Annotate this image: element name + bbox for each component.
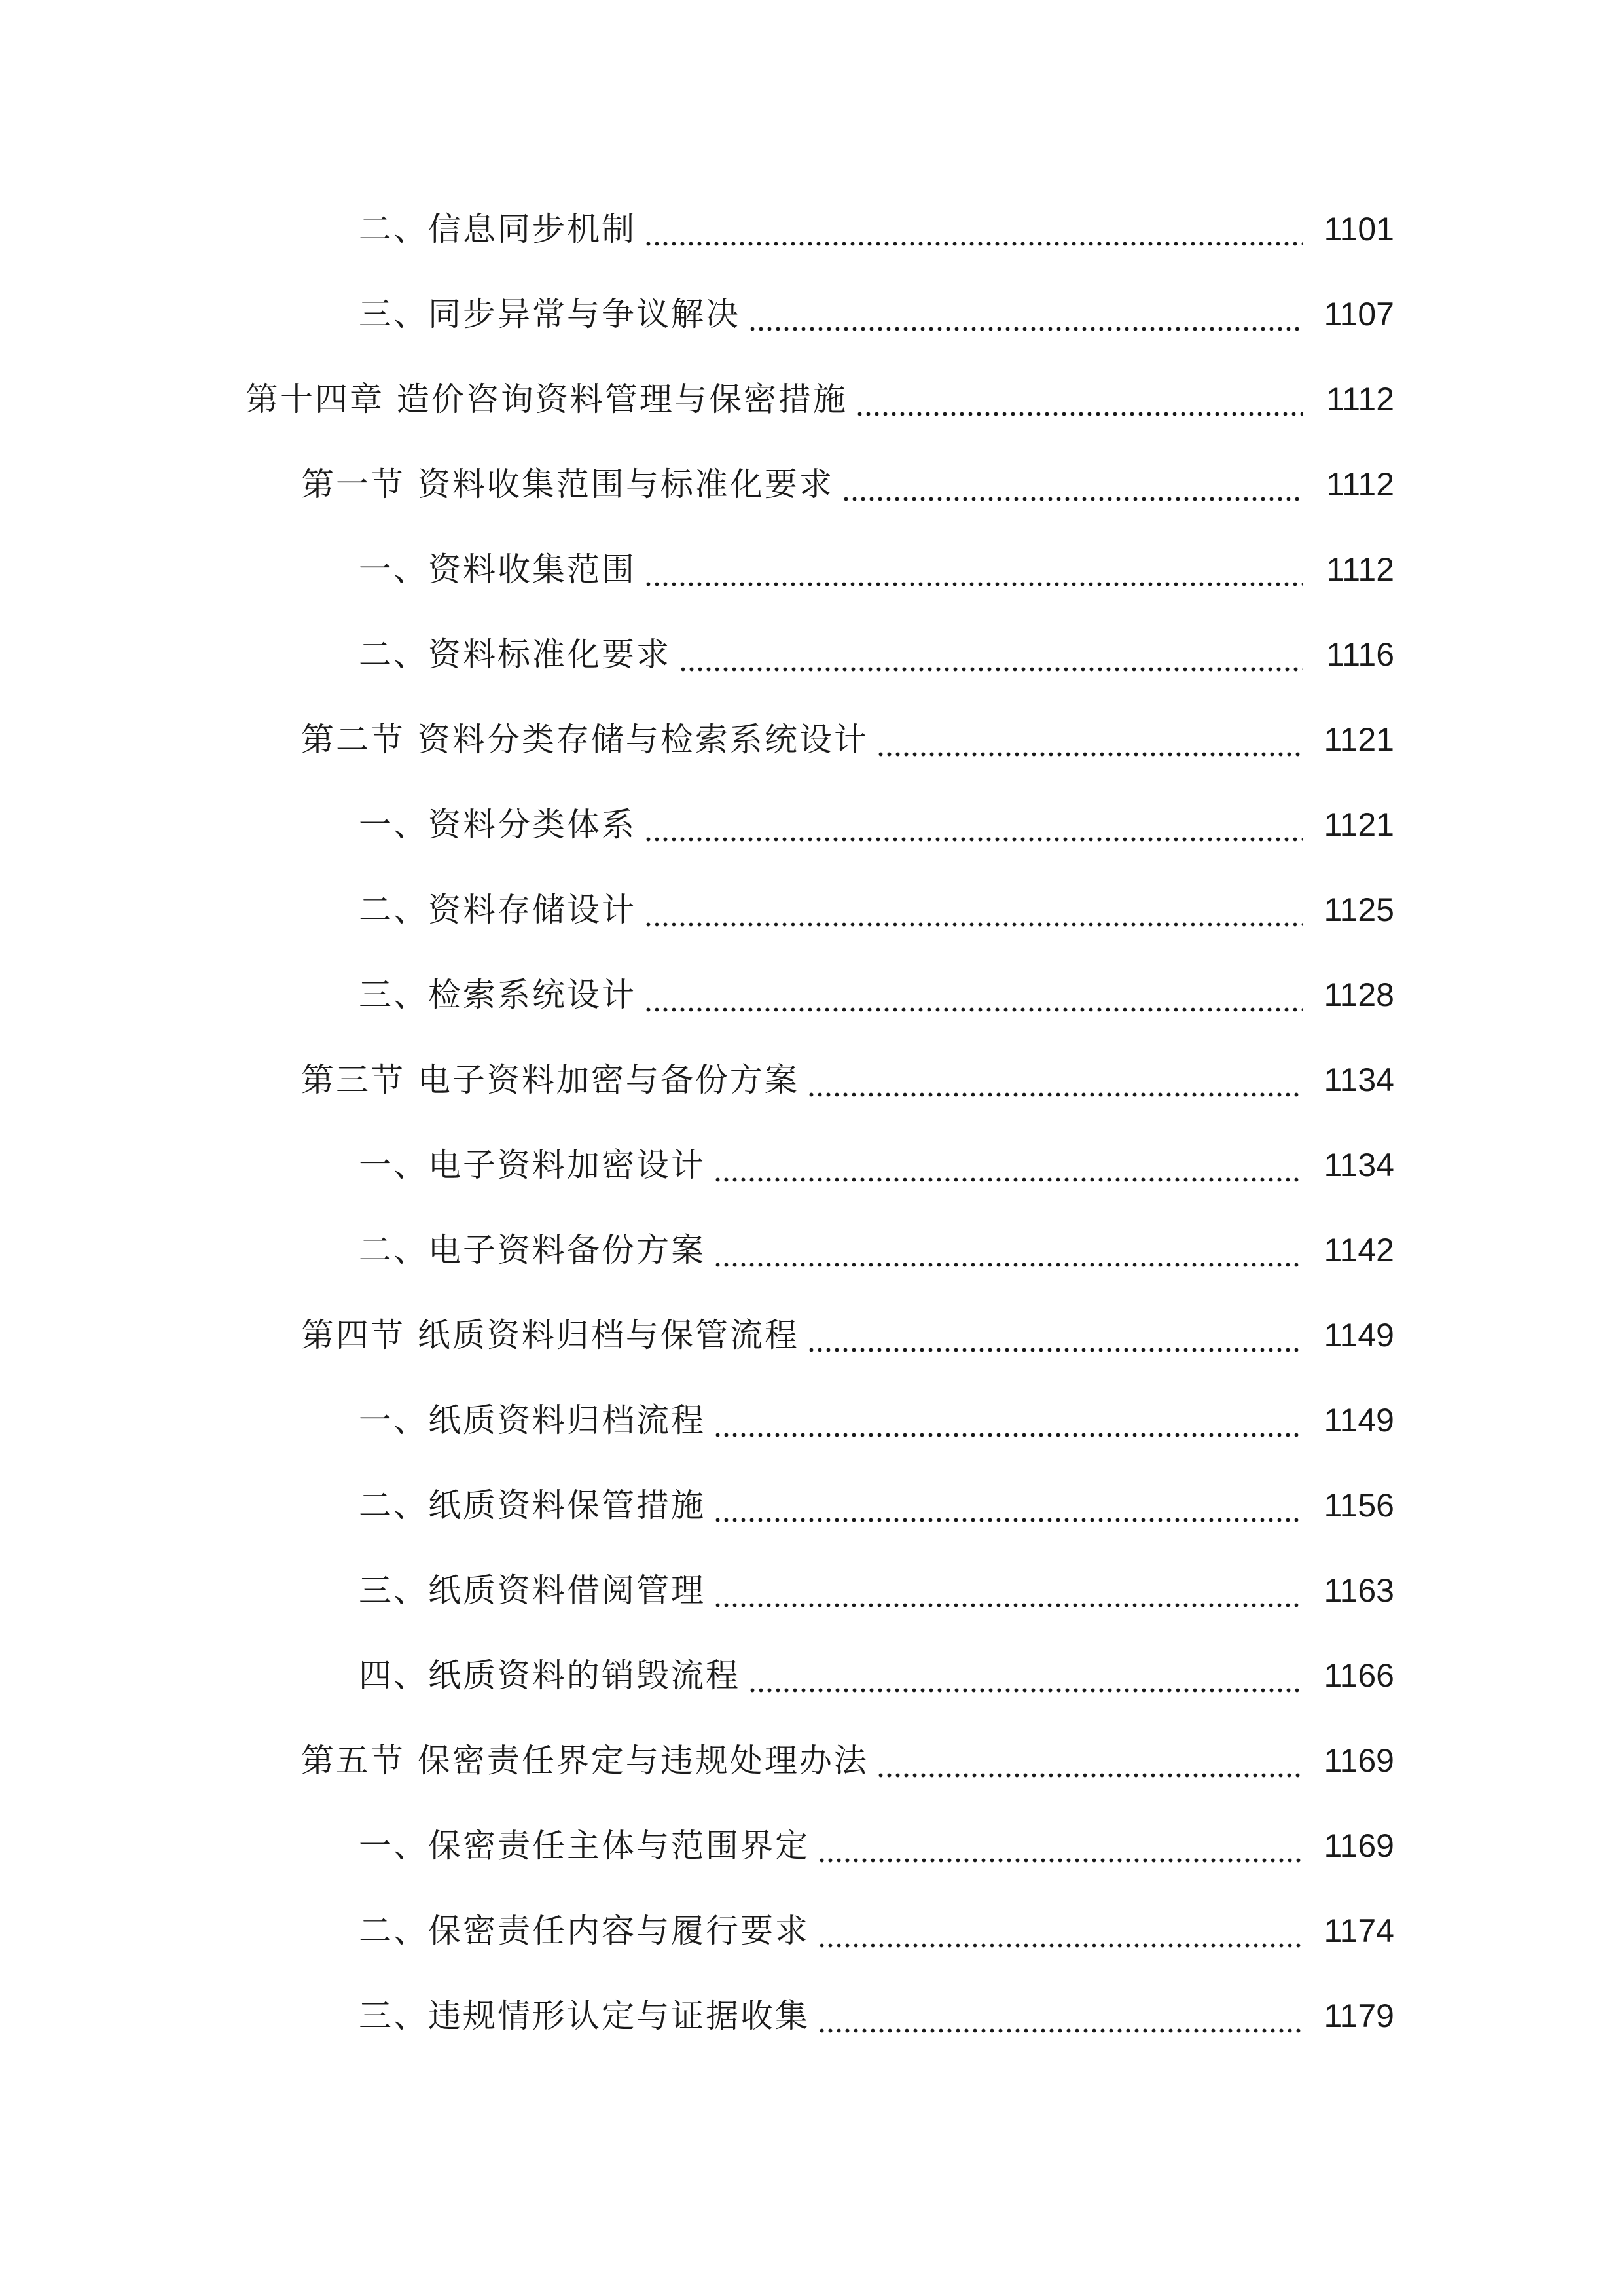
toc-entry-page: 1107 <box>1324 296 1394 332</box>
toc-entry[interactable] <box>0 196 1624 262</box>
dot-leader <box>644 537 1303 602</box>
toc-entry-page: 1169 <box>1324 1827 1394 1864</box>
dot-leader <box>713 1473 1303 1538</box>
toc-chapter-entry[interactable] <box>0 367 1624 432</box>
toc-entry-page: 1149 <box>1324 1402 1394 1439</box>
toc-entry-title: 第一节 资料收集范围与标准化要求 <box>301 465 834 503</box>
toc-entry-title: 二、保密责任内容与履行要求 <box>359 1912 810 1950</box>
dot-leader <box>713 1388 1303 1453</box>
toc-section-entry[interactable] <box>0 1728 1624 1793</box>
dot-leader <box>856 367 1303 432</box>
toc-entry[interactable] <box>0 622 1624 687</box>
toc-entry-title: 二、资料存储设计 <box>359 891 636 929</box>
toc-entry-title: 三、同步异常与争议解决 <box>359 295 740 333</box>
dot-leader <box>713 1217 1303 1283</box>
toc-entry-page: 1134 <box>1324 1062 1394 1098</box>
dot-leader <box>807 1047 1303 1113</box>
toc-entry-title: 一、电子资料加密设计 <box>359 1146 706 1184</box>
toc-entry-title: 三、检索系统设计 <box>359 976 636 1014</box>
toc-entry-title: 二、电子资料备份方案 <box>359 1231 706 1269</box>
toc-entry-page: 1179 <box>1324 1998 1394 2034</box>
dot-leader <box>644 877 1303 942</box>
toc-entry[interactable] <box>0 1643 1624 1708</box>
dot-leader <box>842 452 1303 517</box>
toc-entry-title: 三、违规情形认定与证据收集 <box>359 1997 810 2035</box>
dot-leader <box>644 962 1303 1028</box>
toc-entry-page: 1169 <box>1324 1742 1394 1779</box>
toc-entry[interactable] <box>0 537 1624 602</box>
toc-entry-title: 第四节 纸质资料归档与保管流程 <box>301 1316 799 1354</box>
dot-leader <box>679 622 1303 687</box>
toc-entry[interactable] <box>0 877 1624 942</box>
toc-entry-page: 1142 <box>1324 1232 1394 1268</box>
toc-entry-page: 1116 <box>1326 636 1394 673</box>
dot-leader <box>748 1643 1303 1708</box>
dot-leader <box>807 1302 1303 1368</box>
toc-entry-page: 1128 <box>1324 977 1394 1013</box>
dot-leader <box>644 792 1303 857</box>
toc-section-entry[interactable] <box>0 707 1624 772</box>
dot-leader <box>713 1132 1303 1198</box>
dot-leader <box>644 196 1303 262</box>
toc-entry-title: 第三节 电子资料加密与备份方案 <box>301 1061 799 1099</box>
toc-entry[interactable] <box>0 1898 1624 1964</box>
toc-entry-title: 一、资料收集范围 <box>359 550 636 588</box>
toc-entry[interactable] <box>0 1983 1624 2049</box>
toc-entry-page: 1121 <box>1324 806 1394 843</box>
toc-entry-title: 一、保密责任主体与范围界定 <box>359 1827 810 1865</box>
toc-entry-page: 1112 <box>1326 381 1394 418</box>
dot-leader <box>876 707 1303 772</box>
toc-entry-page: 1121 <box>1324 721 1394 758</box>
toc-entry-page: 1174 <box>1324 1912 1394 1949</box>
toc-entry[interactable] <box>0 1217 1624 1283</box>
toc-entry-page: 1134 <box>1324 1147 1394 1183</box>
toc-entry-page: 1163 <box>1324 1572 1394 1609</box>
toc-entry-page: 1112 <box>1326 551 1394 588</box>
toc-entry-title: 二、纸质资料保管措施 <box>359 1486 706 1524</box>
toc-entry-title: 一、纸质资料归档流程 <box>359 1401 706 1439</box>
toc-entry-page: 1149 <box>1324 1317 1394 1354</box>
toc-entry-title: 第二节 资料分类存储与检索系统设计 <box>301 721 869 759</box>
toc-entry-page: 1101 <box>1324 211 1394 247</box>
toc-entry[interactable] <box>0 792 1624 857</box>
toc-entry[interactable] <box>0 1558 1624 1623</box>
dot-leader <box>818 1898 1303 1964</box>
dot-leader <box>876 1728 1303 1793</box>
toc-entry-title: 四、纸质资料的销毁流程 <box>359 1657 740 1695</box>
toc-entry-page: 1125 <box>1324 891 1394 928</box>
toc-entry-title: 第五节 保密责任界定与违规处理办法 <box>301 1742 869 1780</box>
toc-section-entry[interactable] <box>0 1302 1624 1368</box>
toc-section-entry[interactable] <box>0 452 1624 517</box>
toc-entry-page: 1112 <box>1326 466 1394 503</box>
toc-entry-title: 三、纸质资料借阅管理 <box>359 1571 706 1609</box>
toc-entry-title: 一、资料分类体系 <box>359 806 636 844</box>
toc-entry[interactable] <box>0 1813 1624 1878</box>
dot-leader <box>818 1813 1303 1878</box>
toc-section-entry[interactable] <box>0 1047 1624 1113</box>
dot-leader <box>818 1983 1303 2049</box>
toc-entry-title: 二、资料标准化要求 <box>359 636 671 673</box>
toc-entry-page: 1156 <box>1324 1487 1394 1524</box>
toc-entry[interactable] <box>0 1132 1624 1198</box>
dot-leader <box>748 281 1303 347</box>
toc-entry[interactable] <box>0 1388 1624 1453</box>
toc-entry-title: 第十四章 造价咨询资料管理与保密措施 <box>245 380 848 418</box>
toc-entry-title: 二、信息同步机制 <box>359 210 636 248</box>
toc-entry[interactable] <box>0 962 1624 1028</box>
dot-leader <box>713 1558 1303 1623</box>
toc-entry[interactable] <box>0 281 1624 347</box>
toc-entry-page: 1166 <box>1324 1657 1394 1694</box>
toc-entry[interactable] <box>0 1473 1624 1538</box>
